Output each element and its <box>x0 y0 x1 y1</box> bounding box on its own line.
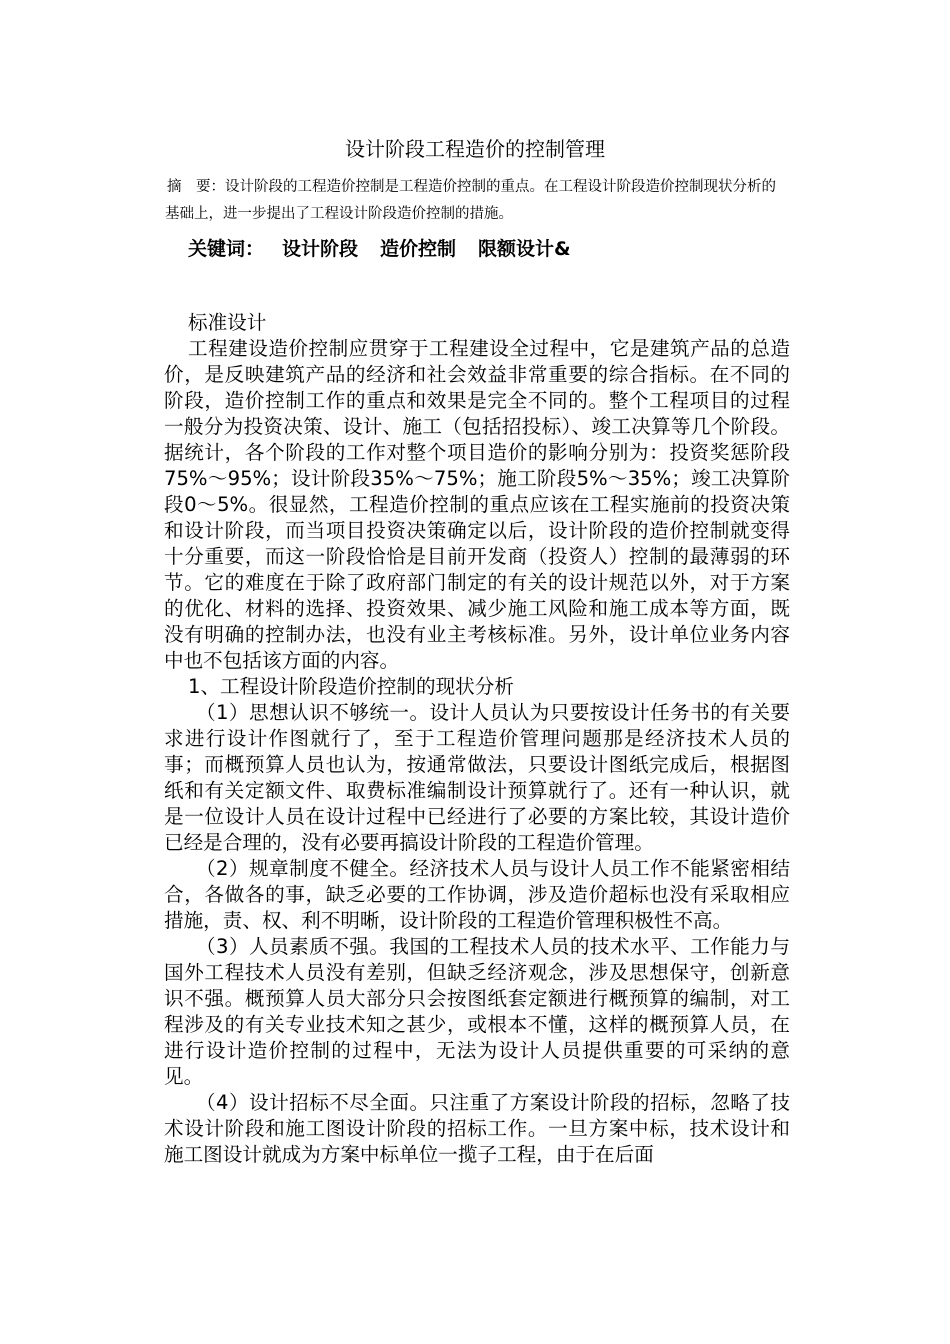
document-title: 设计阶段工程造价的控制管理 <box>345 137 605 161</box>
paragraph-point-1: （1）思想认识不够统一。设计人员认为只要按设计任务书的有关要求进行设计作图就行了，至于工程造价管理问题那是经济技术人员的事；而概预算人员也认为，按通常做法，只要设计图纸完成后，根据图纸和有关定额文件、取费标准编制设计预算就行了。还有一种认识，就是一位设计人员在设计过程中已经进行了必要的方案比较，其设计造价已经是合理的，没有必要再搞设计阶段的工程造价管理。 <box>164 701 790 854</box>
abstract: 摘 要：设计阶段的工程造价控制是工程造价控制的重点。在工程设计阶段造价控制现状分析的基础上，进一步提出了工程设计阶段造价控制的措施。 <box>165 179 776 222</box>
section-heading-1: 1、工程设计阶段造价控制的现状分析 <box>188 675 514 698</box>
paragraph-point-2: （2）规章制度不健全。经济技术人员与设计人员工作不能紧密相结合，各做各的事，缺乏必要的工作协调，涉及造价超标也没有采取相应措施，责、权、利不明晰，设计阶段的工程造价管理积极性不高。 <box>164 857 790 932</box>
paragraph-intro: 工程建设造价控制应贯穿于工程建设全过程中，它是建筑产品的总造价，是反映建筑产品的经济和社会效益非常重要的综合指标。在不同的阶段，造价控制工作的重点和效果是完全不同的。整个工程项目的过程一般分为投资决策、设计、施工（包括招投标）、竣工决算等几个阶段。据统计，各个阶段的工作对整个项目造价的影响分别为：投资奖惩阶段75%～95%；设计阶段35%～75%；施工阶段5%～35%；竣工决算阶段0～5%。很显然，工程造价控制的重点应该在工程实施前的投资决策和设计阶段，而当项目投资决策确定以后，设计阶段的造价控制就变得十分重要，而这一阶段恰恰是目前开发商（投资人）控制的最薄弱的环节。它的难度在于除了政府部门制定的有关的设计规范以外，对于方案的优化、材料的选择、投资效果、减少施工风险和施工成本等方面，既没有明确的控制办法，也没有业主考核标准。另外，设计单位业务内容中也不包括该方面的内容。 <box>164 337 790 672</box>
keywords-label: 关键词： <box>188 238 265 260</box>
keyword-2: 造价控制 <box>380 238 457 260</box>
keyword-1: 设计阶段 <box>282 238 359 260</box>
paragraph-point-4: （4）设计招标不尽全面。只注重了方案设计阶段的招标，忽略了技术设计阶段和施工图设计阶段的招标工作。一旦方案中标，技术设计和施工图设计就成为方案中标单位一揽子工程，由于在后面 <box>164 1091 790 1166</box>
keyword-3: 限额设计& <box>478 238 571 260</box>
paragraph-standard-design: 标准设计 <box>188 311 267 334</box>
keywords-line <box>188 234 571 264</box>
body-text <box>164 310 790 1168</box>
paragraph-point-3: （3）人员素质不强。我国的工程技术人员的技术水平、工作能力与国外工程技术人员没有差别，但缺乏经济观念，涉及思想保守，创新意识不强。概预算人员大部分只会按图纸套定额进行概预算的编制，对工程涉及的有关专业技术知之甚少，或根本不懂，这样的概预算人员，在进行设计造价控制的过程中，无法为设计人员提供重要的可采纳的意见。 <box>164 935 790 1088</box>
